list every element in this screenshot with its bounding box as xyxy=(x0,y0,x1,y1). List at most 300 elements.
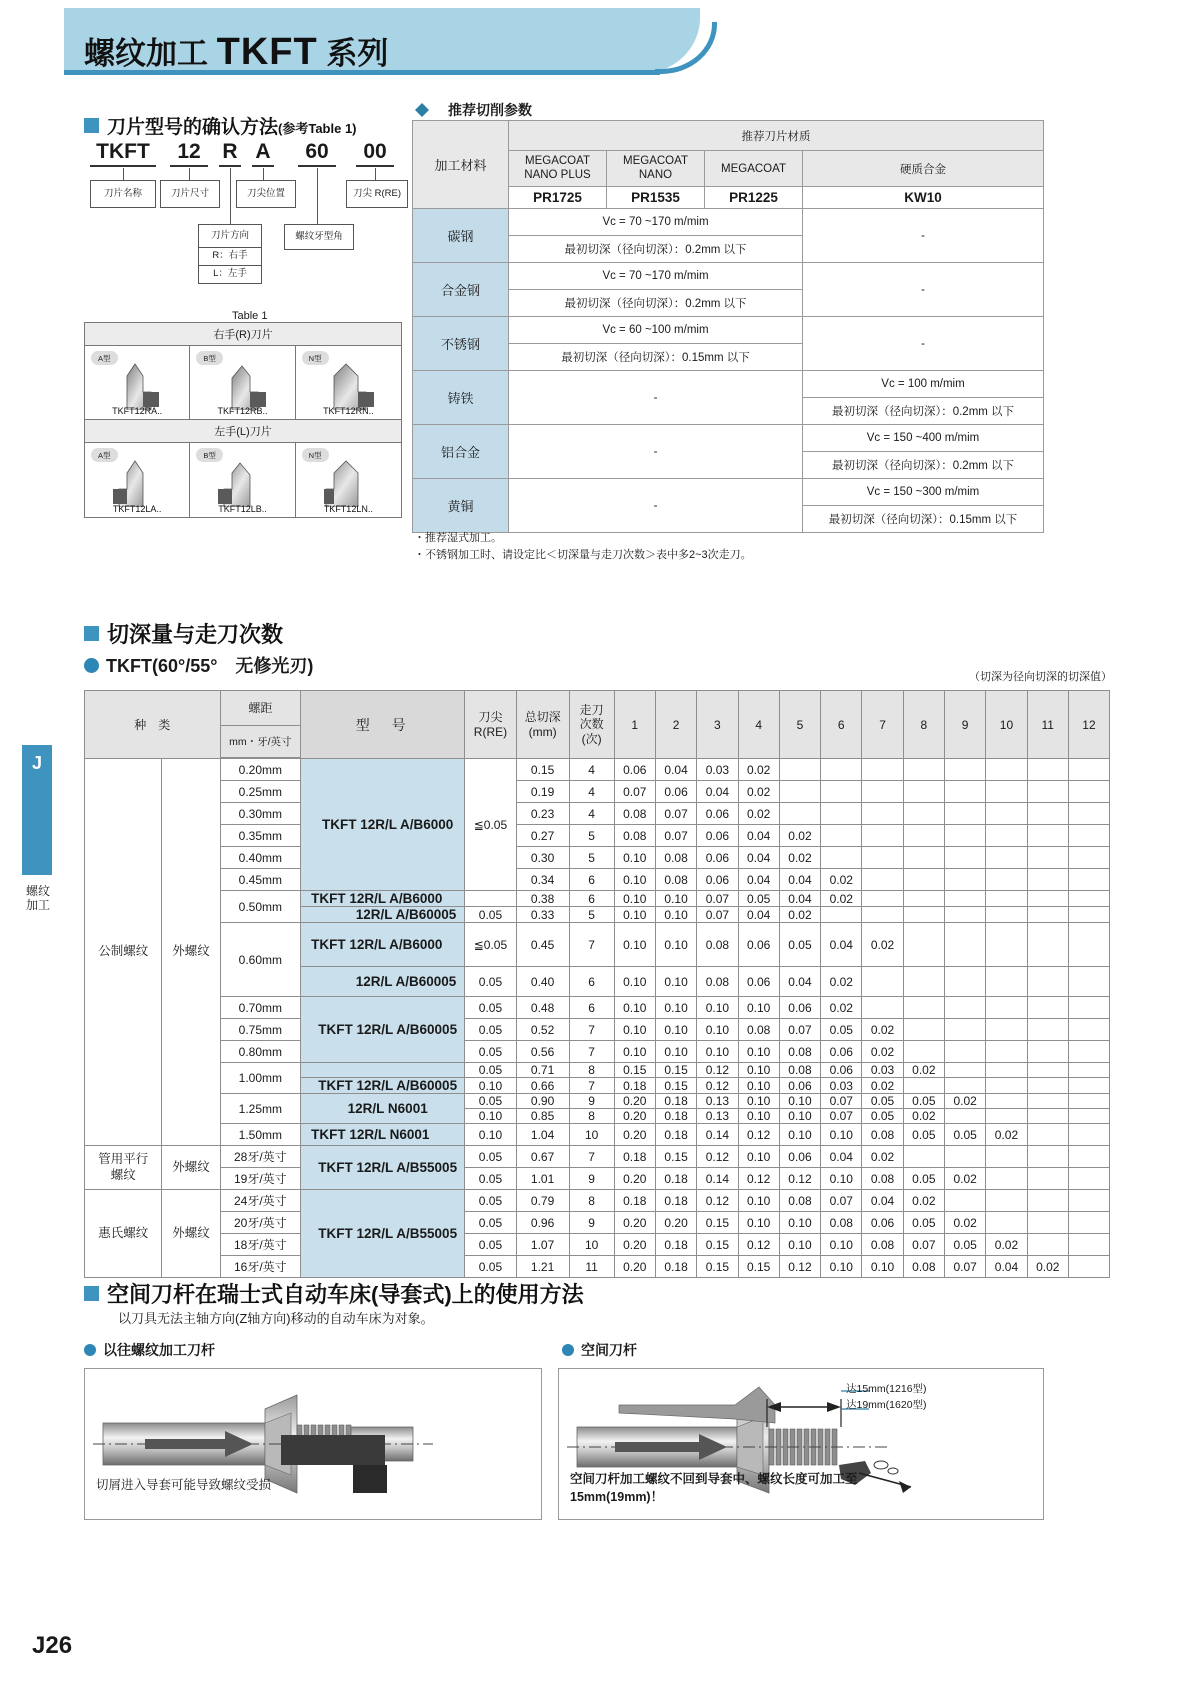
mt-total-22: 1.07 xyxy=(516,1234,569,1256)
mt-v-19-5: 0.10 xyxy=(821,1168,862,1190)
table1-name-ln: TKFT12LN.. xyxy=(323,504,373,514)
code-box-tip-r: 刀尖 R(RE) xyxy=(346,180,408,208)
cpt-row-alloy-steel-a xyxy=(413,263,1044,290)
mt-passes-13: 8 xyxy=(569,1063,614,1078)
mt-v-2-10 xyxy=(1027,803,1068,825)
mt-v-19-1: 0.18 xyxy=(655,1168,696,1190)
mt-v-7-2: 0.07 xyxy=(697,907,738,923)
mt-v-12-1: 0.10 xyxy=(655,1041,696,1063)
mt-v-9-1: 0.10 xyxy=(655,967,696,997)
mt-model-13 xyxy=(301,1063,465,1078)
mt-total-13: 0.71 xyxy=(516,1063,569,1078)
table-row xyxy=(85,1168,1110,1190)
mt-pitch-8: 0.60mm xyxy=(220,923,301,997)
table1-badge-rn: N型 xyxy=(302,351,329,365)
mt-v-18-2: 0.12 xyxy=(697,1146,738,1168)
mt-v-7-9 xyxy=(986,907,1027,923)
mt-tipr-13: 0.05 xyxy=(465,1063,516,1078)
mt-v-12-10 xyxy=(1027,1041,1068,1063)
mt-v-6-11 xyxy=(1068,891,1109,907)
mt-v-4-3: 0.04 xyxy=(738,847,779,869)
mt-v-21-7: 0.05 xyxy=(903,1212,944,1234)
mt-v-14-7 xyxy=(903,1078,944,1094)
mt-col-pass-6: 6 xyxy=(821,691,862,759)
code-heading-note: (参考Table 1) xyxy=(278,121,357,136)
mt-v-5-2: 0.06 xyxy=(697,869,738,891)
mt-v-10-10 xyxy=(1027,997,1068,1019)
mt-v-18-5: 0.04 xyxy=(821,1146,862,1168)
mt-v-13-5: 0.06 xyxy=(821,1063,862,1078)
table-row xyxy=(85,1041,1110,1063)
mt-v-14-8 xyxy=(945,1078,986,1094)
code-box-direction-l: L：左手 xyxy=(198,265,262,284)
mt-v-23-10: 0.02 xyxy=(1027,1256,1068,1278)
table-row xyxy=(85,869,1110,891)
bottom-left-illustration xyxy=(84,1368,542,1520)
mt-v-0-5 xyxy=(821,759,862,781)
mt-v-7-8 xyxy=(945,907,986,923)
bottom-heading: 空间刀杆在瑞士式自动车床(导套式)上的使用方法 xyxy=(107,1282,584,1307)
mt-tipr-7: 0.05 xyxy=(465,907,516,923)
mt-v-19-8: 0.02 xyxy=(945,1168,986,1190)
mt-col-tip-r: 刀尖 R(RE) xyxy=(465,691,516,759)
mt-v-4-6 xyxy=(862,847,903,869)
cpt-right-2: - xyxy=(803,317,1044,371)
mt-v-15-5: 0.07 xyxy=(821,1094,862,1109)
mt-v-5-4: 0.04 xyxy=(779,869,820,891)
insert-shape-rn-icon xyxy=(324,362,386,410)
mt-v-14-1: 0.15 xyxy=(655,1078,696,1094)
mt-v-1-7 xyxy=(903,781,944,803)
table-row xyxy=(85,923,1110,967)
mt-v-17-3: 0.12 xyxy=(738,1124,779,1146)
mt-passes-6: 6 xyxy=(569,891,614,907)
cpt-right-ap-4: 最初切深（径向切深）：0.2mm 以下 xyxy=(803,452,1044,479)
mt-v-11-8 xyxy=(945,1019,986,1041)
mt-v-19-6: 0.08 xyxy=(862,1168,903,1190)
table1-cell-rb xyxy=(190,346,295,420)
mt-v-3-7 xyxy=(903,825,944,847)
mt-pitch-10: 0.70mm xyxy=(220,997,301,1019)
mt-v-1-6 xyxy=(862,781,903,803)
mt-v-2-8 xyxy=(945,803,986,825)
table-row xyxy=(85,781,1110,803)
mt-v-19-2: 0.14 xyxy=(697,1168,738,1190)
table1-name-rn: TKFT12RN.. xyxy=(323,406,374,416)
mt-v-22-2: 0.15 xyxy=(697,1234,738,1256)
mt-v-11-9 xyxy=(986,1019,1027,1041)
cutting-params-note-1: ・不锈钢加工时、请设定比＜切深量与走刀次数＞表中多2~3次走刀。 xyxy=(414,548,752,561)
cpt-ap-0: 最初切深（径向切深）：0.2mm 以下 xyxy=(509,236,803,263)
mt-total-3: 0.27 xyxy=(516,825,569,847)
mt-model-7: 12R/L A/B60005 xyxy=(301,907,465,923)
mt-total-0: 0.15 xyxy=(516,759,569,781)
mt-v-14-4: 0.06 xyxy=(779,1078,820,1094)
mt-col-kind: 种 类 xyxy=(85,691,221,759)
mt-v-13-0: 0.15 xyxy=(614,1063,655,1078)
mt-v-15-6: 0.05 xyxy=(862,1094,903,1109)
mt-v-0-7 xyxy=(903,759,944,781)
mt-v-6-4: 0.04 xyxy=(779,891,820,907)
cpt-material-3: 铸铁 xyxy=(413,371,509,425)
mt-model-15: 12R/L N6001 xyxy=(301,1094,465,1124)
mt-header-row-1 xyxy=(85,691,1110,726)
mt-v-9-4: 0.04 xyxy=(779,967,820,997)
bottom-subtext: 以刀具无法主轴方向(Z轴方向)移动的自动车床为对象。 xyxy=(118,1311,434,1326)
mt-v-6-9 xyxy=(986,891,1027,907)
mt-tipr-16: 0.10 xyxy=(465,1109,516,1124)
mt-v-9-7 xyxy=(903,967,944,997)
section-heading-code xyxy=(84,112,357,139)
leader-line-2 xyxy=(230,168,231,224)
mt-v-6-7 xyxy=(903,891,944,907)
mt-passes-10: 6 xyxy=(569,997,614,1019)
mt-v-19-4: 0.12 xyxy=(779,1168,820,1190)
mt-v-14-6: 0.02 xyxy=(862,1078,903,1094)
mt-tipr-11: 0.05 xyxy=(465,1019,516,1041)
mt-pitch-11: 0.75mm xyxy=(220,1019,301,1041)
mt-v-8-5: 0.04 xyxy=(821,923,862,967)
mt-total-9: 0.40 xyxy=(516,967,569,997)
bottom-left-title-wrap xyxy=(84,1340,215,1360)
mt-v-18-4: 0.06 xyxy=(779,1146,820,1168)
mt-v-5-5: 0.02 xyxy=(821,869,862,891)
code-token-5: 00 xyxy=(356,140,394,167)
mt-v-18-9 xyxy=(986,1146,1027,1168)
mt-v-3-5 xyxy=(821,825,862,847)
page-header xyxy=(0,8,1200,86)
cpt-material-4: 铝合金 xyxy=(413,425,509,479)
mt-v-9-11 xyxy=(1068,967,1109,997)
mt-v-22-1: 0.18 xyxy=(655,1234,696,1256)
mt-v-5-10 xyxy=(1027,869,1068,891)
mt-col-pass-7: 7 xyxy=(862,691,903,759)
mt-total-14: 0.66 xyxy=(516,1078,569,1094)
table-row xyxy=(85,825,1110,847)
table-row xyxy=(85,1094,1110,1109)
mt-v-5-9 xyxy=(986,869,1027,891)
mt-v-10-1: 0.10 xyxy=(655,997,696,1019)
code-box-tip-position: 刀尖位置 xyxy=(236,180,296,208)
mt-v-10-3: 0.10 xyxy=(738,997,779,1019)
mt-passes-22: 10 xyxy=(569,1234,614,1256)
mt-v-0-8 xyxy=(945,759,986,781)
mt-total-19: 1.01 xyxy=(516,1168,569,1190)
mt-v-8-9 xyxy=(986,923,1027,967)
bullet-circle-icon-right xyxy=(562,1344,574,1356)
mt-total-23: 1.21 xyxy=(516,1256,569,1278)
mt-v-18-6: 0.02 xyxy=(862,1146,903,1168)
mt-pitch-2: 0.30mm xyxy=(220,803,301,825)
mt-tipr-19: 0.05 xyxy=(465,1168,516,1190)
mt-v-3-6 xyxy=(862,825,903,847)
mt-v-14-9 xyxy=(986,1078,1027,1094)
mt-total-18: 0.67 xyxy=(516,1146,569,1168)
mt-passes-20: 8 xyxy=(569,1190,614,1212)
code-token-0: TKFT xyxy=(90,140,156,167)
cpt-right-1: - xyxy=(803,263,1044,317)
insert-code-diagram xyxy=(84,140,404,285)
mt-v-8-2: 0.08 xyxy=(697,923,738,967)
cpt-header-row-1 xyxy=(413,121,1044,151)
mt-v-23-6: 0.10 xyxy=(862,1256,903,1278)
mt-col-model: 型 号 xyxy=(301,691,465,759)
mt-passes-16: 8 xyxy=(569,1109,614,1124)
mt-v-17-2: 0.14 xyxy=(697,1124,738,1146)
mt-col-pass-12: 12 xyxy=(1068,691,1109,759)
mt-v-12-7 xyxy=(903,1041,944,1063)
mt-v-4-4: 0.02 xyxy=(779,847,820,869)
code-box-size: 刀片尺寸 xyxy=(160,180,220,208)
mt-tipr-23: 0.05 xyxy=(465,1256,516,1278)
mt-v-18-3: 0.10 xyxy=(738,1146,779,1168)
mt-v-17-11 xyxy=(1068,1124,1109,1146)
mt-v-16-0: 0.20 xyxy=(614,1109,655,1124)
cpt-material-2: 不锈钢 xyxy=(413,317,509,371)
table1-badge-rb: B型 xyxy=(196,351,223,365)
mt-tipr-20: 0.05 xyxy=(465,1190,516,1212)
mt-pitch-13: 1.00mm xyxy=(220,1063,301,1094)
cpt-grade-top-2: MEGACOAT xyxy=(705,151,803,187)
mt-tipr-6 xyxy=(465,891,516,907)
mt-v-8-8 xyxy=(945,923,986,967)
mt-v-12-2: 0.10 xyxy=(697,1041,738,1063)
mt-v-14-0: 0.18 xyxy=(614,1078,655,1094)
cpt-right-ap-3: 最初切深（径向切深）：0.2mm 以下 xyxy=(803,398,1044,425)
table1-caption: Table 1 xyxy=(232,310,268,322)
mt-v-16-11 xyxy=(1068,1109,1109,1124)
mt-v-23-0: 0.20 xyxy=(614,1256,655,1278)
mt-v-12-0: 0.10 xyxy=(614,1041,655,1063)
mt-v-6-2: 0.07 xyxy=(697,891,738,907)
cpt-grade-top-1: MEGACOAT NANO xyxy=(607,151,705,187)
mt-v-20-3: 0.10 xyxy=(738,1190,779,1212)
mt-v-9-2: 0.08 xyxy=(697,967,738,997)
mt-v-0-4 xyxy=(779,759,820,781)
mt-v-10-0: 0.10 xyxy=(614,997,655,1019)
header-underline-curve xyxy=(655,22,717,74)
mt-kind-metric: 公制螺纹 xyxy=(85,759,162,1146)
mt-v-1-5 xyxy=(821,781,862,803)
mt-passes-8: 7 xyxy=(569,923,614,967)
mt-passes-7: 5 xyxy=(569,907,614,923)
cpt-row-cast-iron-a xyxy=(413,371,1044,398)
cutting-parameters-table xyxy=(412,120,1044,533)
mt-v-19-9 xyxy=(986,1168,1027,1190)
mt-total-5: 0.34 xyxy=(516,869,569,891)
table-row xyxy=(85,997,1110,1019)
mt-v-21-5: 0.08 xyxy=(821,1212,862,1234)
mt-v-22-10 xyxy=(1027,1234,1068,1256)
mt-v-16-2: 0.13 xyxy=(697,1109,738,1124)
mt-v-6-6 xyxy=(862,891,903,907)
code-heading-text: 刀片型号的确认方法 xyxy=(107,117,279,138)
mt-v-12-11 xyxy=(1068,1041,1109,1063)
mt-v-23-2: 0.15 xyxy=(697,1256,738,1278)
mt-v-16-4: 0.10 xyxy=(779,1109,820,1124)
mt-tipr-15: 0.05 xyxy=(465,1094,516,1109)
mt-v-4-9 xyxy=(986,847,1027,869)
mt-v-17-8: 0.05 xyxy=(945,1124,986,1146)
mt-v-16-8 xyxy=(945,1109,986,1124)
mt-v-22-8: 0.05 xyxy=(945,1234,986,1256)
mt-v-15-4: 0.10 xyxy=(779,1094,820,1109)
mt-col-passes: 走刀 次数 (次) xyxy=(569,691,614,759)
mt-passes-17: 10 xyxy=(569,1124,614,1146)
table-row xyxy=(85,1146,1110,1168)
insert-shape-lb-icon xyxy=(218,459,280,507)
mt-v-11-10 xyxy=(1027,1019,1068,1041)
mt-v-20-7: 0.02 xyxy=(903,1190,944,1212)
mt-v-0-0: 0.06 xyxy=(614,759,655,781)
mt-v-4-0: 0.10 xyxy=(614,847,655,869)
mt-v-23-8: 0.07 xyxy=(945,1256,986,1278)
mt-col-total-depth: 总切深 (mm) xyxy=(516,691,569,759)
mt-total-8: 0.45 xyxy=(516,923,569,967)
cutting-params-notes xyxy=(414,530,752,563)
mt-v-11-11 xyxy=(1068,1019,1109,1041)
mt-pitch-5: 0.45mm xyxy=(220,869,301,891)
cpt-right-ap-5: 最初切深（径向切深）：0.15mm 以下 xyxy=(803,506,1044,533)
mt-v-13-2: 0.12 xyxy=(697,1063,738,1078)
mt-v-13-9 xyxy=(986,1063,1027,1078)
mt-passes-23: 11 xyxy=(569,1256,614,1278)
table1-name-rb: TKFT12RB.. xyxy=(217,406,268,416)
mt-passes-18: 7 xyxy=(569,1146,614,1168)
mt-v-12-8 xyxy=(945,1041,986,1063)
section-heading-bottom xyxy=(84,1278,584,1309)
mt-model-18: TKFT 12R/L A/B55005 xyxy=(301,1146,465,1190)
mt-passes-2: 4 xyxy=(569,803,614,825)
bottom-left-caption: 切屑进入导套可能导致螺纹受损 xyxy=(96,1478,272,1492)
mt-v-21-0: 0.20 xyxy=(614,1212,655,1234)
cpt-grade-top-0: MEGACOAT NANO PLUS xyxy=(509,151,607,187)
table1-cell-lb xyxy=(190,443,295,517)
table-row xyxy=(85,1212,1110,1234)
mt-v-8-4: 0.05 xyxy=(779,923,820,967)
mt-passes-1: 4 xyxy=(569,781,614,803)
mt-v-3-11 xyxy=(1068,825,1109,847)
mt-v-10-2: 0.10 xyxy=(697,997,738,1019)
mt-v-18-7 xyxy=(903,1146,944,1168)
mt-v-20-9 xyxy=(986,1190,1027,1212)
mt-v-19-7: 0.05 xyxy=(903,1168,944,1190)
mt-v-12-4: 0.08 xyxy=(779,1041,820,1063)
mt-v-18-1: 0.15 xyxy=(655,1146,696,1168)
mt-v-13-6: 0.03 xyxy=(862,1063,903,1078)
mt-v-13-7: 0.02 xyxy=(903,1063,944,1078)
mt-total-6: 0.38 xyxy=(516,891,569,907)
mt-pitch-19: 19牙/英寸 xyxy=(220,1168,301,1190)
mt-v-20-1: 0.18 xyxy=(655,1190,696,1212)
mt-v-16-7: 0.02 xyxy=(903,1109,944,1124)
mt-v-6-5: 0.02 xyxy=(821,891,862,907)
mt-v-20-8 xyxy=(945,1190,986,1212)
mt-v-19-3: 0.12 xyxy=(738,1168,779,1190)
mt-v-8-7 xyxy=(903,923,944,967)
mt-v-9-3: 0.06 xyxy=(738,967,779,997)
mt-v-5-0: 0.10 xyxy=(614,869,655,891)
cpt-material-5: 黄铜 xyxy=(413,479,509,533)
table-row xyxy=(85,847,1110,869)
mt-pitch-23: 16牙/英寸 xyxy=(220,1256,301,1278)
mt-model-9: 12R/L A/B60005 xyxy=(301,967,465,997)
page-title xyxy=(84,28,388,74)
mt-v-15-11 xyxy=(1068,1094,1109,1109)
mt-v-15-2: 0.13 xyxy=(697,1094,738,1109)
mt-v-16-10 xyxy=(1027,1109,1068,1124)
mt-v-2-4 xyxy=(779,803,820,825)
mt-kind-whitworth: 惠氏螺纹 xyxy=(85,1190,162,1278)
mt-v-0-9 xyxy=(986,759,1027,781)
mt-v-13-3: 0.10 xyxy=(738,1063,779,1078)
mt-pitch-20: 24牙/英寸 xyxy=(220,1190,301,1212)
mt-v-11-4: 0.07 xyxy=(779,1019,820,1041)
mt-v-4-1: 0.08 xyxy=(655,847,696,869)
mt-v-17-4: 0.10 xyxy=(779,1124,820,1146)
mt-col-pass-3: 3 xyxy=(697,691,738,759)
mt-pitch-1: 0.25mm xyxy=(220,781,301,803)
mt-passes-14: 7 xyxy=(569,1078,614,1094)
mt-v-22-7: 0.07 xyxy=(903,1234,944,1256)
mt-v-8-3: 0.06 xyxy=(738,923,779,967)
mt-tipr-8: ≦0.05 xyxy=(465,923,516,967)
mt-v-2-1: 0.07 xyxy=(655,803,696,825)
mt-v-6-10 xyxy=(1027,891,1068,907)
code-box-direction: 刀片方向 xyxy=(198,224,262,248)
mt-v-21-1: 0.20 xyxy=(655,1212,696,1234)
mt-v-13-11 xyxy=(1068,1063,1109,1078)
mt-v-20-6: 0.04 xyxy=(862,1190,903,1212)
mt-v-3-2: 0.06 xyxy=(697,825,738,847)
mt-passes-3: 5 xyxy=(569,825,614,847)
cpt-row-aluminum-a xyxy=(413,425,1044,452)
mt-model-14: TKFT 12R/L A/B60005 xyxy=(301,1078,465,1094)
mt-v-22-6: 0.08 xyxy=(862,1234,903,1256)
table1-badge-ra: A型 xyxy=(91,351,118,365)
mt-v-4-2: 0.06 xyxy=(697,847,738,869)
cpt-right-0: - xyxy=(803,209,1044,263)
table-row xyxy=(85,803,1110,825)
mt-pitch-12: 0.80mm xyxy=(220,1041,301,1063)
mt-v-6-0: 0.10 xyxy=(614,891,655,907)
mt-v-17-7: 0.05 xyxy=(903,1124,944,1146)
mt-v-18-0: 0.18 xyxy=(614,1146,655,1168)
mt-v-19-11 xyxy=(1068,1168,1109,1190)
table1-cell-ra xyxy=(85,346,190,420)
table-row xyxy=(85,759,1110,781)
table1-cell-ln xyxy=(296,443,401,517)
table1-badge-ln: N型 xyxy=(302,448,329,462)
cpt-vc-2: Vc = 60 ~100 m/mim xyxy=(509,317,803,344)
mt-passes-0: 4 xyxy=(569,759,614,781)
mt-v-1-9 xyxy=(986,781,1027,803)
mt-v-5-8 xyxy=(945,869,986,891)
bottom-right-dim-2: 达19mm(1620型) xyxy=(846,1399,927,1411)
cpt-col-material: 加工材料 xyxy=(413,121,509,209)
mt-v-5-7 xyxy=(903,869,944,891)
mt-kind-pipe: 管用平行 螺纹 xyxy=(85,1146,162,1190)
mt-passes-19: 9 xyxy=(569,1168,614,1190)
mt-threadtype-metric: 外螺纹 xyxy=(162,759,220,1146)
code-box-name: 刀片名称 xyxy=(90,180,156,208)
mt-col-pass-2: 2 xyxy=(655,691,696,759)
table1-cell-rn xyxy=(296,346,401,420)
mt-v-3-9 xyxy=(986,825,1027,847)
mt-total-2: 0.23 xyxy=(516,803,569,825)
mt-v-18-11 xyxy=(1068,1146,1109,1168)
code-box-thread-angle: 螺纹牙型角 xyxy=(284,224,354,250)
